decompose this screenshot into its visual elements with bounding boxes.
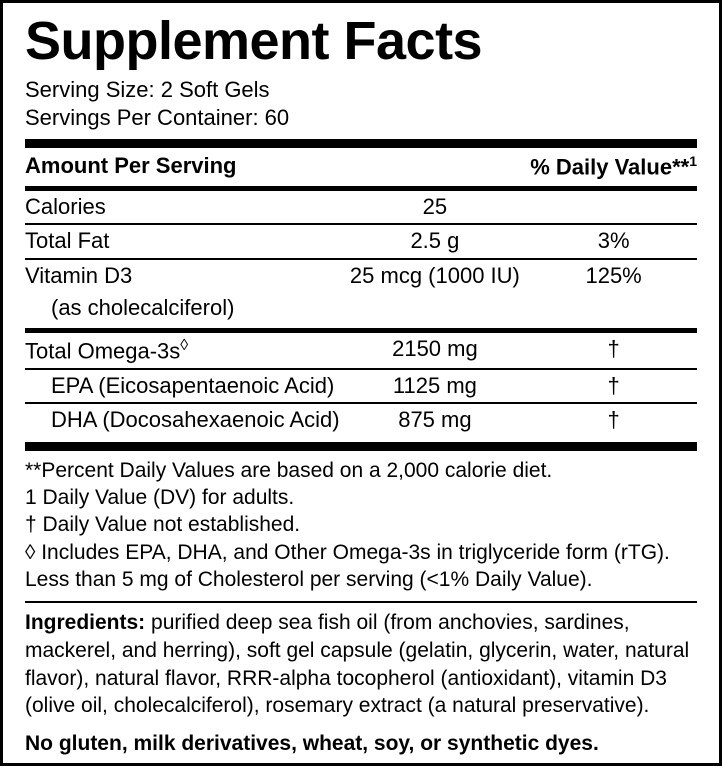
row-name-sub: (as cholecalciferol) bbox=[51, 294, 235, 320]
table-row bbox=[25, 370, 697, 402]
row-daily-value: 125% bbox=[585, 262, 642, 288]
divider-thick-top bbox=[25, 139, 697, 148]
header-daily-value-superscript: 1 bbox=[689, 153, 697, 169]
row-amount: 2150 mg bbox=[392, 336, 478, 362]
row-name: Total Fat bbox=[25, 228, 110, 254]
row-daily-value: † bbox=[607, 407, 620, 433]
footnote-item: 1 Daily Value (DV) for adults. bbox=[25, 486, 295, 510]
footnotes bbox=[25, 451, 697, 593]
row-daily-value: † bbox=[607, 336, 620, 362]
footnote-item: **Percent Daily Values are based on a 2,000 calorie diet. bbox=[25, 458, 553, 482]
divider-thick-bottom bbox=[25, 442, 697, 451]
row-amount: 25 mcg (1000 IU) bbox=[349, 262, 520, 288]
servings-per-container: Servings Per Container: 60 bbox=[25, 104, 290, 130]
row-daily-value: † bbox=[607, 373, 620, 398]
table-header-row bbox=[25, 148, 697, 186]
row-name: DHA (Docosahexaenoic Acid) bbox=[51, 407, 340, 433]
table-row bbox=[25, 404, 697, 436]
table-row bbox=[25, 191, 697, 223]
free-from-statement: No gluten, milk derivatives, wheat, soy, or synthetic dyes. bbox=[25, 732, 599, 756]
row-daily-value-sub bbox=[530, 292, 697, 324]
divider-row bbox=[25, 324, 697, 333]
page-title: Supplement Facts bbox=[25, 11, 483, 71]
header-amount-per-serving: Amount Per Serving bbox=[25, 153, 237, 178]
header-daily-value-text: % Daily Value** bbox=[530, 154, 690, 180]
footnote-item: ◊ Includes EPA, DHA, and Other Omega-3s in triglyceride form (rTG). bbox=[25, 540, 670, 564]
row-name: Vitamin D3 bbox=[25, 262, 133, 288]
ingredients-section bbox=[25, 603, 697, 720]
row-amount-sub bbox=[340, 292, 531, 324]
header-daily-value bbox=[530, 148, 697, 186]
row-amount: 25 bbox=[422, 193, 448, 219]
nutrition-table bbox=[25, 148, 697, 437]
serving-size: Serving Size: 2 Soft Gels bbox=[25, 76, 270, 102]
row-amount: 875 mg bbox=[398, 407, 472, 433]
footnote-item: † Daily Value not established. bbox=[25, 513, 301, 537]
row-amount: 2.5 g bbox=[410, 228, 460, 254]
table-row-subtext bbox=[25, 292, 697, 324]
ingredients-text: purified deep sea fish oil (from anchovies, sardines, mackerel, and herring), soft gel capsule (gelatin, glycerin, water, natural flavor), natural flavor, RRR-alpha tocopherol (antioxidant), vitamin D3 (olive oil, cholecalciferol), rosemary extract (a natural preservative). bbox=[25, 611, 690, 718]
row-name-superscript: ◊ bbox=[180, 337, 189, 355]
table-row bbox=[25, 225, 697, 257]
header-spacer bbox=[340, 148, 531, 186]
row-name: EPA (Eicosapentaenoic Acid) bbox=[51, 373, 335, 398]
row-name-text: Total Omega-3s bbox=[25, 338, 181, 364]
row-daily-value: 3% bbox=[597, 228, 630, 254]
ingredients-label: Ingredients: bbox=[25, 611, 146, 635]
footnote-item: Less than 5 mg of Cholesterol per serving (<1% Daily Value). bbox=[25, 567, 593, 591]
row-amount: 1125 mg bbox=[392, 373, 477, 398]
table-row bbox=[25, 333, 697, 368]
row-daily-value bbox=[530, 191, 697, 223]
row-name bbox=[25, 333, 340, 368]
table-row bbox=[25, 260, 697, 292]
row-name: Calories bbox=[25, 193, 106, 219]
